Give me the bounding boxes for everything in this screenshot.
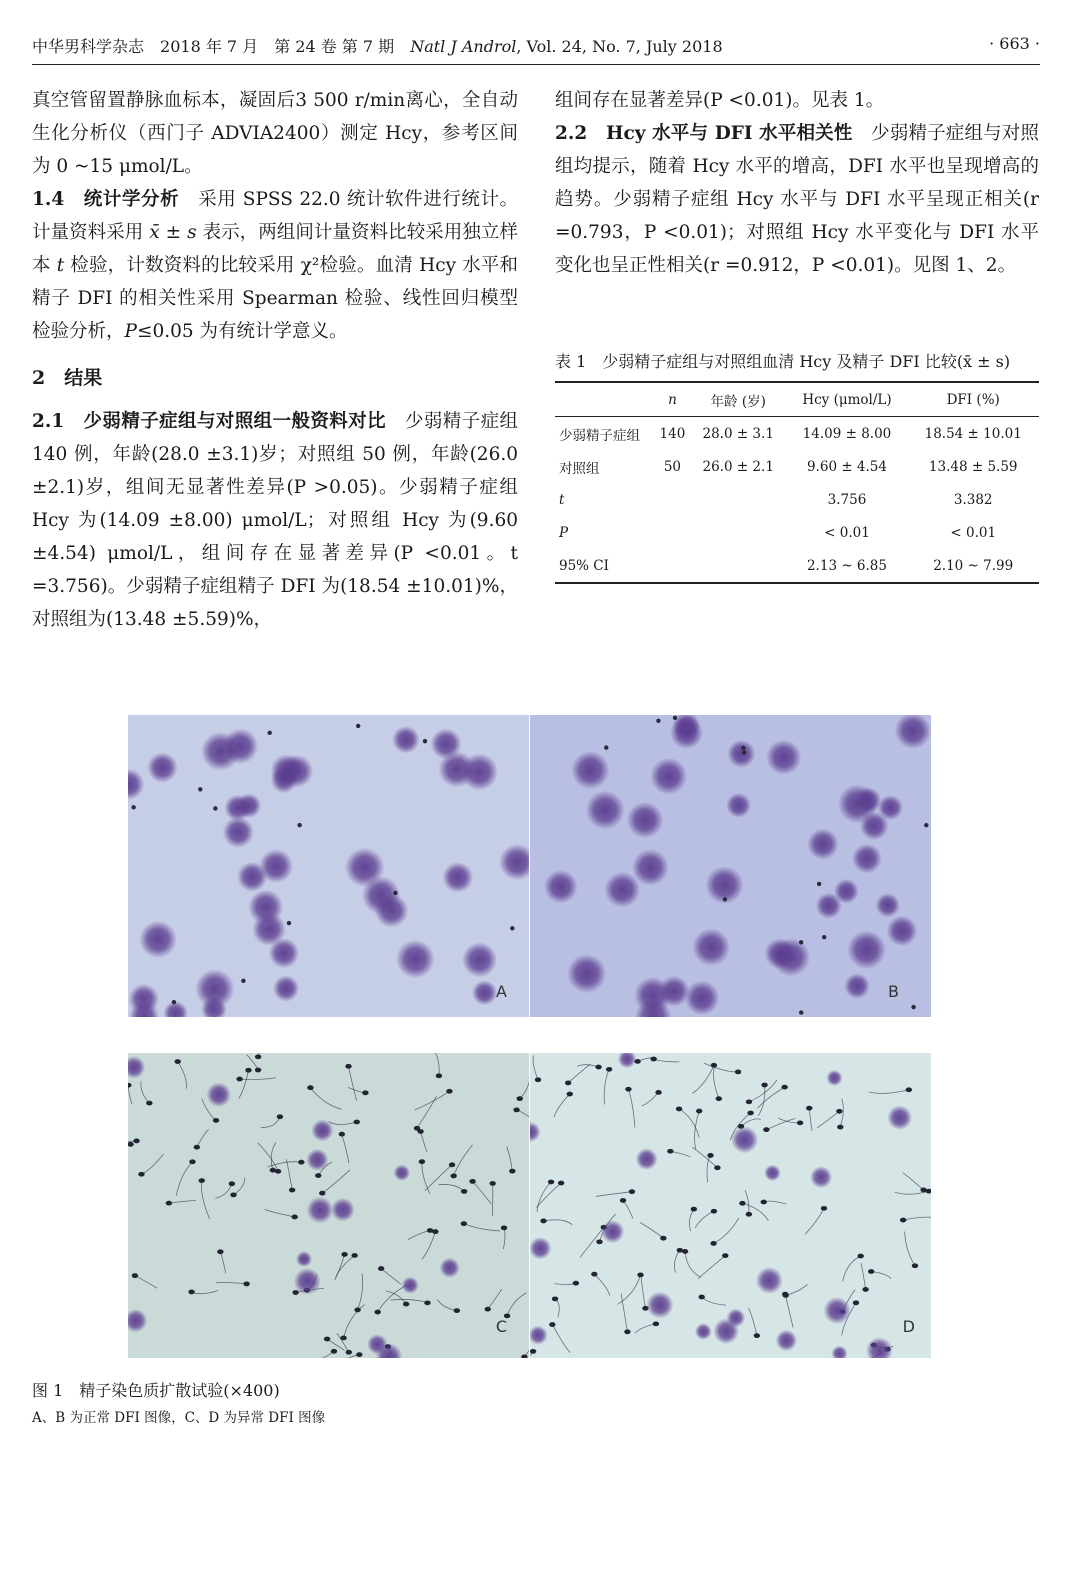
running-header	[32, 32, 1040, 60]
panel-label-d: D	[902, 1317, 915, 1336]
section-2-1	[32, 405, 518, 636]
table-cell	[655, 516, 690, 549]
section-1-4-heading: 1.4 统计学分析	[32, 189, 180, 210]
table-cell: P	[559, 524, 569, 541]
micrograph-d-image	[530, 1053, 931, 1358]
table-cell: 2.10 ~ 7.99	[933, 557, 1014, 574]
table-header-cell: Hcy (μmol/L)	[802, 391, 892, 408]
table-cell: 13.48 ± 5.59	[928, 458, 1018, 475]
issue-en: , Vol. 24, No. 7, July 2018	[516, 37, 723, 56]
right-column	[555, 84, 1039, 282]
table-caption: 表 1 少弱精子症组与对照组血清 Hcy 及精子 DFI 比较(x̄ ± s)	[555, 352, 1011, 371]
section-1-4-text-d: ≤0.05 为有统计学意义。	[136, 321, 348, 342]
table-cell: 3.382	[953, 491, 993, 508]
paragraph-continued: 组间存在显著差异(P <0.01)。见表 1。	[555, 90, 885, 111]
table-cell	[690, 549, 787, 583]
figure-1	[128, 715, 931, 1358]
table-cell: 18.54 ± 10.01	[924, 425, 1022, 442]
micrograph-panel-c	[128, 1053, 529, 1358]
table-cell: 2.13 ~ 6.85	[806, 557, 887, 574]
table-cell: < 0.01	[824, 524, 870, 541]
figure-subcaption: A、B 为正常 DFI 图像，C、D 为异常 DFI 图像	[32, 1410, 326, 1426]
section-2-2-heading: 2.2 Hcy 水平与 DFI 水平相关性	[555, 123, 853, 144]
table-row	[555, 549, 1039, 583]
table-row	[555, 516, 1039, 549]
mean-sd-symbol: x̄ ± s	[149, 222, 197, 243]
table-header-cell: DFI (%)	[946, 391, 1000, 408]
table-cell	[655, 549, 690, 583]
t-symbol: t	[56, 255, 65, 276]
table-cell	[655, 483, 690, 516]
journal-name-en: Natl J Androl	[410, 37, 517, 56]
table-cell: 95% CI	[559, 557, 609, 574]
table-header-cell: 年龄 (岁)	[710, 393, 766, 410]
header-rule	[32, 64, 1040, 65]
table-cell: 3.756	[827, 491, 867, 508]
micrograph-panel-a	[128, 715, 529, 1017]
left-column	[32, 84, 518, 636]
table-cell: 140	[659, 425, 686, 442]
table-cell: 26.0 ± 2.1	[702, 458, 774, 475]
table-row	[555, 483, 1039, 516]
paragraph-sample-method: 真空管留置静脉血标本，凝固后3 500 r/min离心，全自动生化分析仪（西门子 ADVIA2400）测定 Hcy，参考区间为 0 ~15 μmol/L。	[32, 90, 518, 177]
section-1-4	[32, 183, 518, 348]
table-cell	[690, 483, 787, 516]
micrograph-b-image	[530, 715, 931, 1017]
p-symbol: P	[124, 321, 137, 342]
data-table	[555, 381, 1039, 584]
micrograph-panel-d	[530, 1053, 931, 1358]
table-row	[555, 417, 1039, 451]
section-1-4-text-a: 采用 SPSS 22.0 统计软件进行统计。计量资料采用	[32, 189, 519, 243]
table-cell: t	[559, 491, 565, 508]
figure-caption: 图 1 精子染色质扩散试验(×400)	[32, 1381, 280, 1400]
journal-name-cn: 中华男科学杂志	[32, 37, 145, 56]
panel-label-c: C	[495, 1317, 507, 1336]
section-2-2-text: 少弱精子症组与对照组均提示，随着 Hcy 水平的增高，DFI 水平也呈现增高的趋势。少弱精子症组 Hcy 水平与 DFI 水平呈现正相关(r =0.793，P <0.01)；对照组 Hcy 水平变化与 DFI 水平变化也呈正性相关(r =0.912，P <0.01)。见图 1、2。	[555, 123, 1039, 276]
section-2-2	[555, 117, 1039, 282]
panel-label-a: A	[496, 982, 507, 1001]
micrograph-c-image	[128, 1053, 529, 1358]
table-cell: 9.60 ± 4.54	[806, 458, 887, 475]
issue-cn: 2018 年 7 月 第 24 卷 第 7 期	[160, 37, 395, 56]
table-header-cell: n	[668, 391, 677, 408]
page-number: · 663 ·	[989, 34, 1040, 53]
table-header-cell	[555, 382, 655, 417]
section-2-1-heading: 2.1 少弱精子症组与对照组一般资料对比	[32, 411, 387, 432]
table-cell: < 0.01	[950, 524, 997, 541]
section-2-title: 2 结果	[32, 367, 103, 389]
table-cell: 50	[663, 458, 682, 475]
micrograph-a-image	[128, 715, 529, 1017]
section-2-1-text: 少弱精子症组 140 例，年龄(28.0 ±3.1)岁；对照组 50 例，年龄(26.0 ±2.1)岁，组间无显著性差异(P >0.05)。少弱精子症组 Hcy 为(14.09 ±8.00) μmol/L；对照组 Hcy 为(9.60 ±4.54) μmol/L，组间存在显著差异(P <0.01。t =3.756)。少弱精子症组精子 DFI 为(18.54 ±10.01)%，对照组为(13.48 ±5.59)%，	[32, 411, 518, 630]
table-cell: 14.09 ± 8.00	[802, 425, 892, 442]
journal-info	[32, 34, 723, 57]
panel-label-b: B	[888, 982, 899, 1001]
table-header-row	[555, 382, 1039, 417]
section-1-4-text-b: 表示，两组间计量资料比较采用独立样本	[32, 222, 518, 276]
table-cell	[690, 516, 787, 549]
table-row	[555, 450, 1039, 483]
table-cell: 28.0 ± 3.1	[702, 425, 774, 442]
table-cell: 少弱精子症组	[559, 427, 640, 444]
table-1	[555, 348, 1039, 584]
section-1-4-text-c: 检验，计数资料的比较采用 χ²检验。血清 Hcy 水平和精子 DFI 的相关性采用 Spearman 检验、线性回归模型检验分析，	[32, 255, 518, 342]
table-cell: 对照组	[559, 460, 600, 477]
micrograph-panel-b	[530, 715, 931, 1017]
